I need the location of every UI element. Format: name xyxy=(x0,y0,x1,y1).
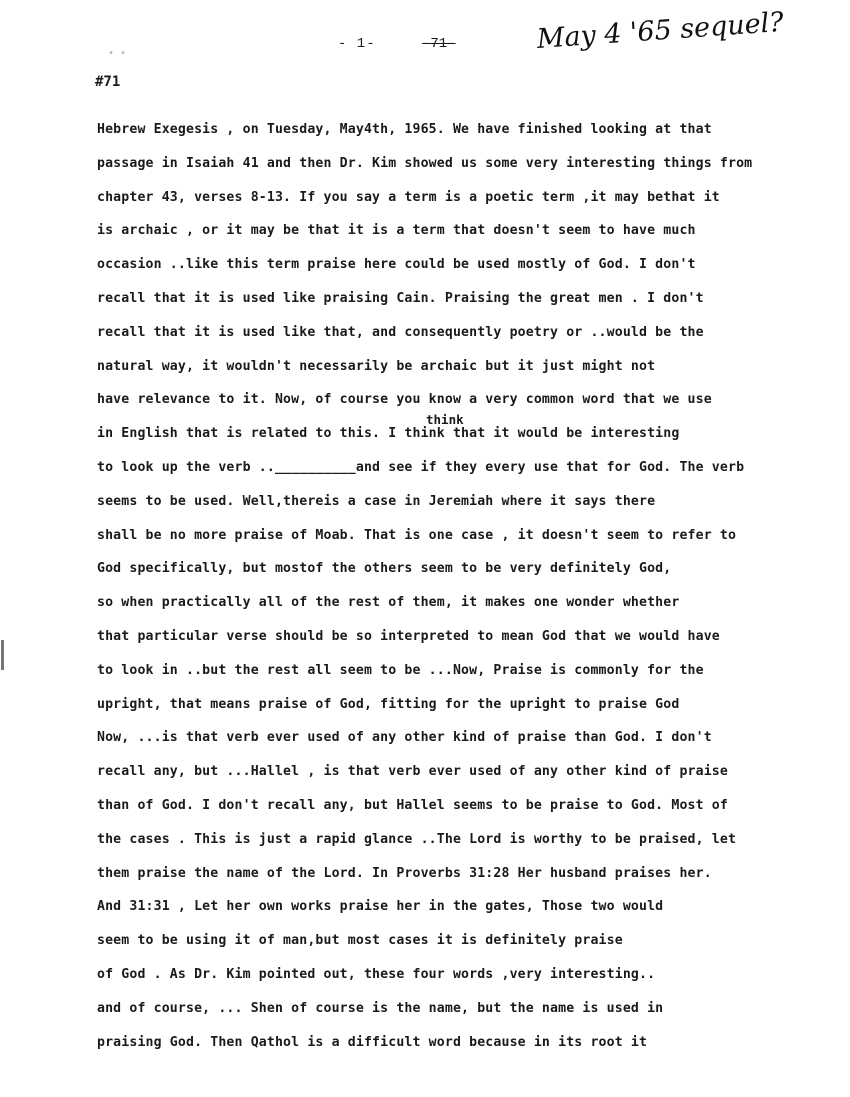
text-line: seem to be using it of man,but most cases it is definitely praise xyxy=(97,933,623,949)
text-line: have relevance to it. Now, of course you know a very common word that we use xyxy=(97,392,712,408)
text-line: passage in Isaiah 41 and then Dr. Kim showed us some very interesting things from xyxy=(97,155,753,171)
text-line: so when practically all of the rest of them, it makes one wonder whether xyxy=(97,595,680,611)
text-line: to look up the verb ..__________and see if they every use that for God. The verb xyxy=(97,459,745,475)
interline-insert: think xyxy=(426,412,464,427)
text-line: them praise the name of the Lord. In Proverbs 31:28 Her husband praises her. xyxy=(97,865,712,881)
margin-mark xyxy=(1,640,4,670)
text-line: in English that is related to this. I think that it would be interesting xyxy=(97,426,680,442)
text-line: to look in ..but the rest all seem to be ...Now, Praise is commonly for the xyxy=(97,662,704,678)
typed-transcript xyxy=(97,120,787,1066)
text-line: Hebrew Exegesis , on Tuesday, May4th, 1965. We have finished looking at that xyxy=(97,122,712,137)
text-line: chapter 43, verses 8-13. If you say a term is a poetic term ,it may bethat it xyxy=(97,189,720,205)
text-line: recall any, but ...Hallel , is that verb ever used of any other kind of praise xyxy=(97,764,728,780)
text-line: And 31:31 , Let her own works praise her in the gates, Those two would xyxy=(97,899,664,915)
text-line: God specifically, but mostof the others seem to be very definitely God, xyxy=(97,561,672,577)
text-line: occasion ..like this term praise here could be used mostly of God. I don't xyxy=(97,257,696,273)
text-line: than of God. I don't recall any, but Hallel seems to be praise to God. Most of xyxy=(97,797,728,813)
text-line: recall that it is used like praising Cain. Praising the great men . I don't xyxy=(97,290,704,306)
text-line: natural way, it wouldn't necessarily be archaic but it just might not xyxy=(97,358,656,374)
text-line: praising God. Then Qathol is a difficult word because in its root it xyxy=(97,1034,648,1050)
text-line: Now, ...is that verb ever used of any other kind of praise than God. I don't xyxy=(97,730,712,746)
text-line: shall be no more praise of Moab. That is one case , it doesn't seem to refer to xyxy=(97,527,737,543)
paper-smudge: ∙ ∙ xyxy=(108,48,127,59)
handwritten-note: May 4 '65 sequel? xyxy=(535,6,785,55)
page-number-struck: -71- xyxy=(422,36,456,52)
text-line: the cases . This is just a rapid glance ..The Lord is worthy to be praised, let xyxy=(97,831,737,847)
text-line: that particular verse should be so interpreted to mean God that we would have xyxy=(97,628,720,644)
text-line: is archaic , or it may be that it is a term that doesn't seem to have much xyxy=(97,223,696,239)
text-line: of God . As Dr. Kim pointed out, these four words ,very interesting.. xyxy=(97,966,656,982)
text-line: recall that it is used like that, and consequently poetry or ..would be the xyxy=(97,324,704,340)
text-line: seems to be used. Well,thereis a case in Jeremiah where it says there xyxy=(97,493,656,509)
page-number: - 1- xyxy=(338,36,376,52)
text-line: and of course, ... Shen of course is the name, but the name is used in xyxy=(97,1000,664,1016)
text-line: upright, that means praise of God, fitting for the upright to praise God xyxy=(97,696,680,712)
memo-number: #71 xyxy=(95,74,121,90)
